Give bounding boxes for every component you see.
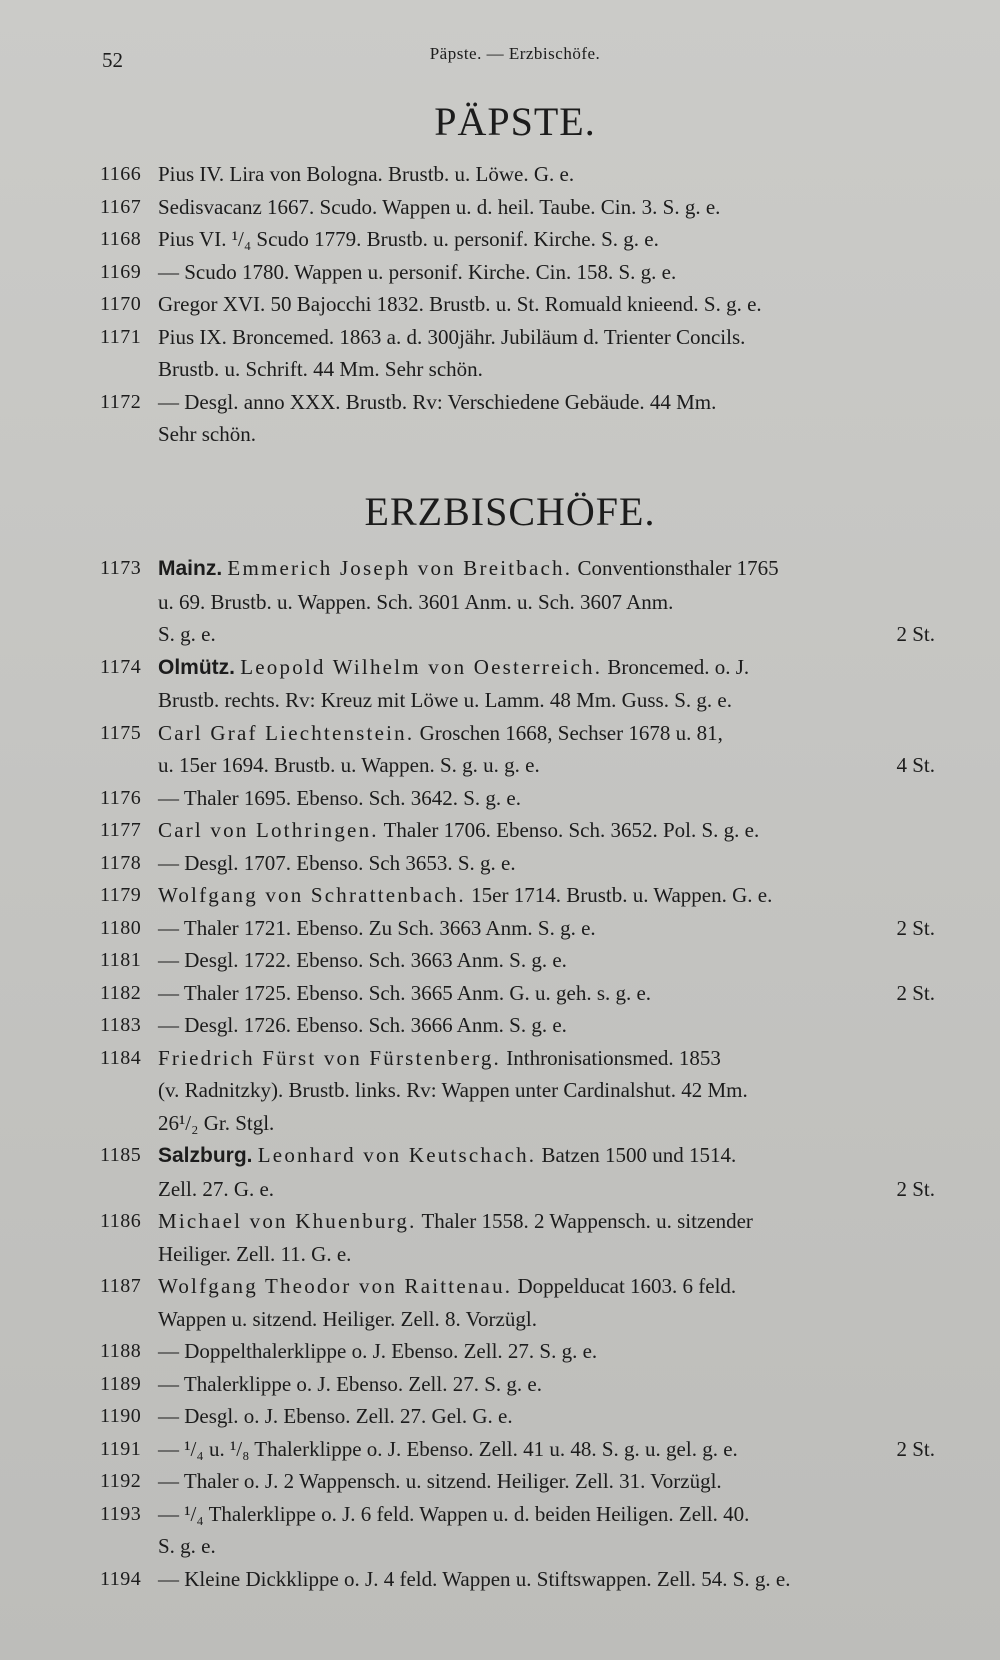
catalog-entry: [100, 944, 935, 977]
catalog-entry: [100, 1335, 935, 1368]
entry-body: [158, 1563, 935, 1596]
entry-description: 15er 1714. Brustb. u. Wappen. G. e.: [471, 883, 773, 907]
running-title: Päpste. — Erzbischöfe.: [429, 44, 601, 63]
entry-number: 1173: [100, 557, 142, 579]
catalog-entry: [100, 879, 935, 912]
entry-body: [158, 1335, 935, 1368]
entry-count: 2 St.: [896, 915, 935, 940]
entry-name: Carl von Lothringen.: [158, 818, 379, 842]
catalog-entry: [100, 912, 935, 945]
entry-description: — Thalerklippe o. J. Ebenso. Zell. 27. S. g. e.: [158, 1371, 542, 1396]
entry-body: [158, 1498, 935, 1563]
entry-description: Pius IV. Lira von Bologna. Brustb. u. Löwe. G. e.: [158, 162, 575, 186]
catalog-entry: [100, 1205, 935, 1270]
entry-description: — Desgl. 1726. Ebenso. Sch. 3666 Anm. S. g. e.: [158, 1013, 567, 1037]
entry-body: [158, 1270, 935, 1335]
entry-number: 1184: [100, 1046, 142, 1069]
catalog-entry: [100, 1139, 935, 1205]
entry-body: [158, 552, 935, 651]
entry-number: 1192: [100, 1470, 142, 1492]
entry-body: [158, 879, 935, 912]
section-heading-paepste: PÄPSTE.: [434, 99, 596, 144]
entry-number: 1169: [100, 260, 142, 283]
catalog-entry: [100, 386, 935, 451]
entry-number: 1167: [100, 195, 142, 218]
catalog-entry: [100, 1400, 935, 1433]
catalog-entry: [100, 223, 935, 256]
entry-description: Inthronisationsmed. 1853 (v. Radnitzky). Brustb. links. Rv: Wappen unter Cardinalshut. 42 Mm. 26¹/₂ Gr. Stgl.: [158, 1045, 748, 1135]
entry-name: Friedrich Fürst von Fürstenberg.: [158, 1045, 501, 1070]
entry-body: [158, 814, 935, 847]
catalog-entry: [100, 191, 935, 224]
entry-body: [158, 977, 935, 1010]
entries-erzbischoefe: [100, 552, 935, 1595]
entry-number: 1191: [100, 1437, 142, 1460]
entry-number: 1176: [100, 786, 142, 809]
entry-body: [158, 1139, 935, 1205]
entry-description: — Kleine Dickklippe o. J. 4 feld. Wappen u. Stiftswappen. Zell. 54. S. g. e.: [158, 1566, 791, 1591]
catalog-entry: [100, 814, 935, 847]
catalog-entry: [100, 1498, 935, 1563]
entry-description: — Thaler 1695. Ebenso. Sch. 3642. S. g. e.: [158, 785, 521, 810]
catalog-entry: [100, 651, 935, 717]
entry-number: 1172: [100, 390, 142, 413]
entry-number: 1193: [100, 1502, 142, 1525]
entry-place: Mainz.: [158, 557, 223, 580]
catalog-entry: [100, 1368, 935, 1401]
catalog-entry: [100, 977, 935, 1010]
entry-number: 1168: [100, 228, 142, 250]
entry-body: [158, 944, 935, 977]
catalog-entry: [100, 288, 935, 321]
entry-description: Conventionsthaler 1765 u. 69. Brustb. u. Wappen. Sch. 3601 Anm. u. Sch. 3607 Anm. S. g. e.: [158, 556, 779, 646]
catalog-entry: [100, 1465, 935, 1498]
entry-number: 1178: [100, 851, 142, 874]
entry-body: [158, 1042, 935, 1140]
page-number: 52: [102, 48, 123, 72]
entry-name: Wolfgang von Schrattenbach.: [158, 883, 466, 907]
entry-description: — ¹/₄ Thalerklippe o. J. 6 feld. Wappen u. d. beiden Heiligen. Zell. 40. S. g. e.: [158, 1501, 750, 1558]
catalog-entry: [100, 1270, 935, 1335]
entry-body: [158, 256, 935, 289]
entry-description: — Thaler 1721. Ebenso. Zu Sch. 3663 Anm. S. g. e.: [158, 915, 596, 940]
entry-number: 1194: [100, 1567, 142, 1590]
entry-name: Emmerich Joseph von Breitbach.: [227, 556, 573, 580]
catalog-entry: [100, 847, 935, 880]
entry-number: 1177: [100, 819, 142, 841]
running-head: [0, 44, 1000, 74]
entry-body: [158, 847, 935, 880]
entry-number: 1188: [100, 1340, 142, 1362]
entry-description: — ¹/₄ u. ¹/₈ Thalerklippe o. J. Ebenso. Zell. 41 u. 48. S. g. u. gel. g. e.: [158, 1436, 738, 1461]
section-heading-erzbischoefe: ERZBISCHÖFE.: [364, 489, 656, 534]
entry-count: 4 St.: [896, 753, 935, 777]
entry-body: [158, 158, 935, 191]
entry-number: 1187: [100, 1275, 142, 1297]
entry-number: 1183: [100, 1014, 142, 1036]
entry-number: 1175: [100, 721, 142, 744]
entry-name: Wolfgang Theodor von Raittenau.: [158, 1274, 513, 1298]
entry-number: 1179: [100, 884, 142, 906]
entry-place: Olmütz.: [158, 655, 235, 679]
entry-description: — Doppelthalerklippe o. J. Ebenso. Zell. 27. S. g. e.: [158, 1339, 598, 1363]
entry-description: Thaler 1558. 2 Wappensch. u. sitzender Heiliger. Zell. 11. G. e.: [158, 1209, 753, 1266]
entry-description: Broncemed. o. J. Brustb. rechts. Rv: Kreuz mit Löwe u. Lamm. 48 Mm. Guss. S. g. e.: [158, 654, 750, 712]
entry-number: 1182: [100, 981, 142, 1004]
entry-body: [158, 912, 935, 945]
entry-number: 1166: [100, 163, 142, 185]
entry-description: — Scudo 1780. Wappen u. personif. Kirche. Cin. 158. S. g. e.: [158, 259, 677, 284]
entry-body: [158, 1368, 935, 1401]
entry-body: [158, 651, 935, 717]
entry-count: 2 St.: [896, 980, 935, 1005]
entry-count: 2 St.: [896, 622, 935, 646]
entry-number: 1185: [100, 1144, 142, 1166]
entry-description: — Thaler o. J. 2 Wappensch. u. sitzend. Heiliger. Zell. 31. Vorzügl.: [158, 1469, 722, 1493]
entry-number: 1189: [100, 1372, 142, 1395]
catalog-entry: [100, 1042, 935, 1140]
entry-description: — Desgl. anno XXX. Brustb. Rv: Verschiedene Gebäude. 44 Mm. Sehr schön.: [158, 389, 717, 446]
catalog-entry: [100, 1563, 935, 1596]
entry-body: [158, 1400, 935, 1433]
entry-body: [158, 1465, 935, 1498]
entry-number: 1180: [100, 916, 142, 939]
entry-number: 1190: [100, 1405, 142, 1427]
entry-number: 1186: [100, 1210, 142, 1232]
entry-description: — Desgl. o. J. Ebenso. Zell. 27. Gel. G. e.: [158, 1404, 513, 1428]
catalog-entry: [100, 256, 935, 289]
entry-body: [158, 288, 935, 321]
entry-body: [158, 386, 935, 451]
entry-count: 2 St.: [896, 1176, 935, 1201]
entry-description: Doppelducat 1603. 6 feld. Wappen u. sitzend. Heiliger. Zell. 8. Vorzügl.: [158, 1274, 737, 1331]
entry-description: Groschen 1668, Sechser 1678 u. 81, u. 15er 1694. Brustb. u. Wappen. S. g. u. g. e.: [158, 720, 723, 777]
entry-body: [158, 782, 935, 815]
entry-body: [158, 191, 935, 224]
entry-description: Sedisvacanz 1667. Scudo. Wappen u. d. heil. Taube. Cin. 3. S. g. e.: [158, 194, 721, 219]
entry-count: 2 St.: [896, 1436, 935, 1461]
entry-name: Leopold Wilhelm von Oesterreich.: [240, 654, 603, 679]
catalog-entry: [100, 782, 935, 815]
entry-name: Carl Graf Liechtenstein.: [158, 720, 415, 745]
entry-description: Pius IX. Broncemed. 1863 a. d. 300jähr. Jubiläum d. Trienter Concils. Brustb. u. Schrift. 44 Mm. Sehr schön.: [158, 324, 746, 381]
entry-description: — Desgl. 1722. Ebenso. Sch. 3663 Anm. S. g. e.: [158, 948, 567, 972]
entry-body: [158, 321, 935, 386]
entry-description: Pius VI. ¹/₄ Scudo 1779. Brustb. u. personif. Kirche. S. g. e.: [158, 227, 659, 251]
entry-place: Salzburg.: [158, 1144, 253, 1167]
entry-name: Michael von Khuenburg.: [158, 1209, 417, 1233]
entries-paepste: [100, 158, 935, 451]
entry-name: Leonhard von Keutschach.: [257, 1143, 537, 1167]
entry-body: [158, 223, 935, 256]
entry-description: Gregor XVI. 50 Bajocchi 1832. Brustb. u. St. Romuald knieend. S. g. e.: [158, 292, 762, 316]
entry-number: 1174: [100, 655, 142, 678]
entry-number: 1170: [100, 293, 142, 315]
entry-number: 1181: [100, 949, 142, 971]
catalog-entry: [100, 1009, 935, 1042]
entry-description: Batzen 1500 und 1514. Zell. 27. G. e.: [158, 1143, 737, 1201]
entry-body: [158, 1205, 935, 1270]
catalog-entry: [100, 1433, 935, 1466]
catalog-entry: [100, 321, 935, 386]
entry-description: — Thaler 1725. Ebenso. Sch. 3665 Anm. G. u. geh. s. g. e.: [158, 980, 652, 1005]
entry-body: [158, 1009, 935, 1042]
entry-number: 1171: [100, 325, 142, 348]
entry-description: — Desgl. 1707. Ebenso. Sch 3653. S. g. e.: [158, 850, 516, 875]
catalog-entry: [100, 717, 935, 782]
catalog-entry: [100, 552, 935, 651]
catalog-entry: [100, 158, 935, 191]
entry-body: [158, 1433, 935, 1466]
entry-description: Thaler 1706. Ebenso. Sch. 3652. Pol. S. g. e.: [383, 818, 760, 842]
entry-body: [158, 717, 935, 782]
